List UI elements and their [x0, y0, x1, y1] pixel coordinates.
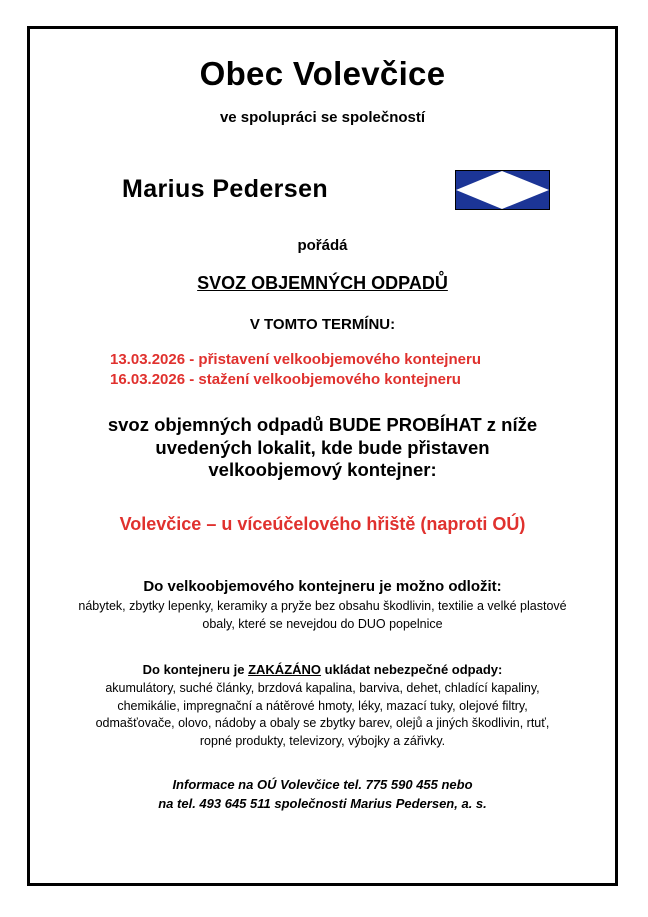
allowed-line: nábytek, zbytky lepenky, keramiky a pryže bez obsahu škodlivin, textilie a velké plastové [78, 599, 567, 613]
event-title: SVOZ OBJEMNÝCH ODPADŮ [197, 273, 448, 293]
location: Volevčice – u víceúčelového hřiště (naproti OÚ) [119, 514, 526, 534]
intro-line: velkoobjemový kontejner: [208, 459, 437, 480]
dates-block [110, 350, 481, 390]
forbidden-line: ropné produkty, televizory, výbojky a zářivky. [199, 733, 446, 748]
allowed-heading: Do velkoobjemového kontejneru je možno odložit: [143, 578, 502, 595]
forbidden-line: chemikálie, impregnační a nátěrové hmoty, léky, mazací tuky, olejové filtry, [117, 698, 528, 713]
contact-line: na tel. 493 645 511 společnosti Marius Pedersen, a. s. [158, 795, 487, 811]
company-flag-logo-icon [455, 170, 550, 210]
term-label: V TOMTO TERMÍNU: [249, 316, 396, 333]
allowed-line: obaly, které se nevejdou do DUO popelnice [202, 616, 443, 631]
forbidden-list [30, 680, 615, 750]
allowed-list [30, 598, 615, 633]
forbidden-heading-pre: Do kontejneru je [142, 662, 249, 677]
poster-frame [27, 26, 618, 886]
forbidden-line: akumulátory, suché články, brzdová kapalina, barviva, dehet, chladící kapaliny, [105, 681, 540, 695]
date-pickup: 16.03.2026 - stažení velkoobjemového kontejneru [110, 371, 461, 388]
company-logo-text: Marius Pedersen [122, 175, 329, 203]
intro-line: uvedených lokalit, kde bude přistaven [155, 436, 490, 458]
forbidden-line: odmašťovače, olovo, nádoby a obaly se zbytky barev, olejů a jiných škodlivin, rtuť, [95, 716, 550, 730]
organizes-label: pořádá [297, 237, 348, 254]
date-delivery: 13.03.2026 - přistavení velkoobjemového kontejneru [110, 351, 481, 368]
contact-info [30, 776, 615, 813]
forbidden-heading [30, 662, 615, 677]
contact-line: Informace na OÚ Volevčice tel. 775 590 455 nebo [172, 777, 473, 792]
page-title: Obec Volevčice [199, 55, 446, 92]
intro-line: svoz objemných odpadů BUDE PROBÍHAT z níže [107, 414, 538, 435]
subtitle: ve spolupráci se společností [219, 109, 426, 126]
forbidden-emphasis: ZAKÁZÁNO [248, 662, 322, 677]
forbidden-heading-post: ukládat nebezpečné odpady: [321, 662, 503, 677]
intro-text [30, 414, 615, 482]
